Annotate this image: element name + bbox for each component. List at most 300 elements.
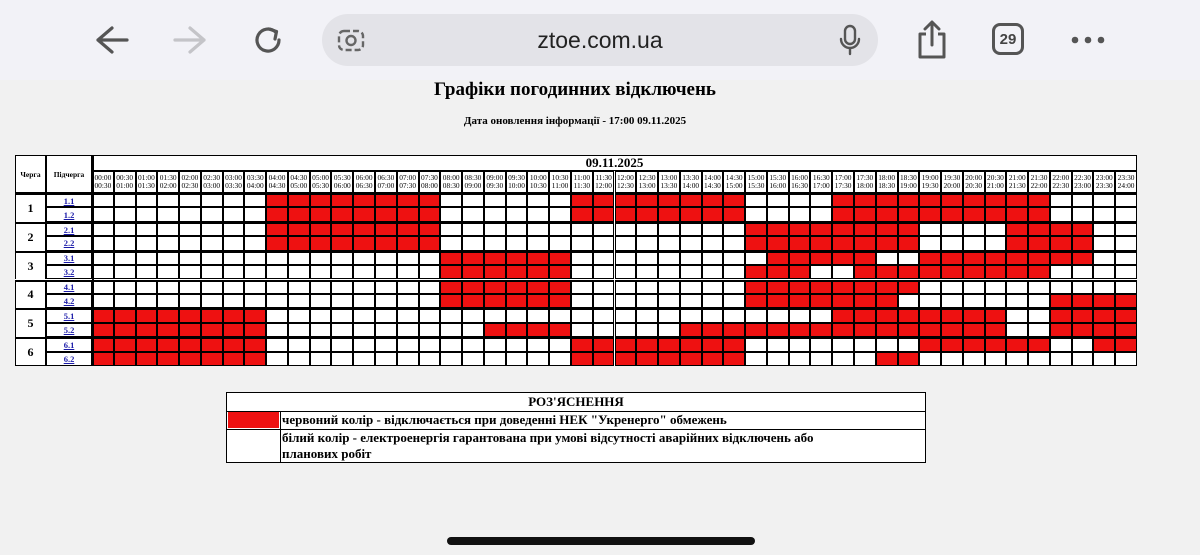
power-cell	[527, 308, 549, 322]
power-cell	[1050, 207, 1072, 221]
power-cell	[963, 280, 985, 294]
power-cell	[876, 337, 898, 351]
power-cell	[462, 337, 484, 351]
outage-cell	[1072, 323, 1094, 337]
outage-cell	[179, 323, 201, 337]
time-slot-start: 11:00	[573, 173, 591, 182]
power-cell	[179, 193, 201, 207]
outage-cell	[92, 352, 114, 366]
power-cell	[985, 294, 1007, 308]
outage-cell	[615, 207, 637, 221]
power-cell	[1028, 280, 1050, 294]
power-cell	[484, 352, 506, 366]
outage-cell	[1006, 251, 1028, 265]
outage-cell	[789, 222, 811, 236]
reload-button[interactable]	[248, 14, 288, 66]
outage-cell	[876, 323, 898, 337]
power-cell	[223, 280, 245, 294]
power-cell	[136, 236, 158, 250]
outage-cell	[723, 323, 745, 337]
time-slot-end: 09:00	[464, 181, 482, 190]
power-cell	[549, 337, 571, 351]
update-date-text: Дата оновлення інформації - 17:00 09.11.2025	[463, 115, 687, 127]
power-cell	[1050, 193, 1072, 207]
time-slot-end: 20:00	[943, 181, 961, 190]
outage-cell	[615, 193, 637, 207]
power-cell	[201, 207, 223, 221]
url-text[interactable]: ztoe.com.ua	[537, 27, 663, 53]
outage-cell	[767, 236, 789, 250]
power-cell	[484, 337, 506, 351]
outage-cell	[898, 280, 920, 294]
legend-swatch-white	[228, 431, 279, 461]
time-slot-end: 08:00	[421, 181, 438, 190]
power-cell	[549, 352, 571, 366]
power-cell	[288, 323, 310, 337]
time-slot-header	[157, 171, 179, 193]
outage-cell	[1072, 308, 1094, 322]
power-cell	[353, 308, 375, 322]
outage-cell	[201, 352, 223, 366]
power-cell	[658, 280, 680, 294]
power-cell	[1115, 265, 1137, 279]
time-slot-start: 12:00	[616, 173, 634, 182]
time-slot-start: 17:00	[834, 173, 852, 182]
time-slot-header	[419, 171, 441, 193]
power-cell	[179, 207, 201, 221]
subqueue-link[interactable]: 5.1	[46, 308, 92, 322]
outage-cell	[1028, 193, 1050, 207]
power-cell	[375, 251, 397, 265]
power-cell	[506, 193, 528, 207]
time-slot-start: 01:30	[159, 173, 177, 182]
time-slot-end: 05:00	[290, 181, 308, 190]
power-cell	[375, 294, 397, 308]
column-separator	[92, 155, 94, 366]
power-cell	[114, 294, 136, 308]
power-cell	[527, 222, 549, 236]
outage-cell	[419, 193, 441, 207]
power-cell	[527, 352, 549, 366]
power-cell	[244, 222, 266, 236]
time-slot-end: 14:30	[704, 181, 721, 190]
time-slot-end: 11:00	[551, 181, 569, 190]
outage-cell	[506, 323, 528, 337]
outage-cell	[1050, 308, 1072, 322]
time-slot-header	[745, 171, 767, 193]
subqueue-link[interactable]: 3.2	[46, 265, 92, 279]
outage-cell	[440, 265, 462, 279]
outage-cell	[680, 323, 702, 337]
power-cell	[593, 323, 615, 337]
power-cell	[92, 236, 114, 250]
time-slot-start: 20:30	[987, 173, 1004, 182]
power-cell	[114, 265, 136, 279]
subqueue-link[interactable]: 2.2	[46, 236, 92, 250]
power-cell	[331, 294, 353, 308]
power-cell	[571, 265, 593, 279]
time-slot-header	[331, 171, 353, 193]
power-cell	[571, 236, 593, 250]
time-slot-header	[1050, 171, 1072, 193]
time-slot-start: 07:00	[399, 173, 417, 182]
power-cell	[549, 207, 571, 221]
outage-cell	[310, 222, 332, 236]
power-cell	[985, 222, 1007, 236]
outage-cell	[549, 294, 571, 308]
power-cell	[331, 265, 353, 279]
outage-cell	[702, 352, 724, 366]
time-slot-start: 15:00	[747, 173, 765, 182]
time-slot-start: 08:00	[442, 173, 460, 182]
power-cell	[723, 251, 745, 265]
power-cell	[157, 193, 179, 207]
power-cell	[440, 308, 462, 322]
time-slot-start: 10:00	[529, 173, 547, 182]
arrow-left-icon	[94, 25, 130, 55]
outage-cell	[1072, 251, 1094, 265]
outage-cell	[854, 308, 876, 322]
outage-cell	[136, 323, 158, 337]
power-cell	[136, 222, 158, 236]
time-slot-end: 16:30	[791, 181, 808, 190]
outage-cell	[1093, 294, 1115, 308]
outage-cell	[92, 308, 114, 322]
power-cell	[593, 294, 615, 308]
power-cell	[702, 265, 724, 279]
outage-cell	[680, 193, 702, 207]
outage-cell	[353, 193, 375, 207]
power-cell	[702, 308, 724, 322]
power-cell	[419, 251, 441, 265]
power-cell	[789, 337, 811, 351]
power-cell	[549, 193, 571, 207]
time-slot-header	[702, 171, 724, 193]
power-cell	[266, 308, 288, 322]
subqueue-link[interactable]: 3.1	[46, 251, 92, 265]
outage-cell	[636, 207, 658, 221]
time-slot-start: 22:30	[1074, 173, 1091, 182]
time-slot-header	[1006, 171, 1028, 193]
outage-cell	[1072, 294, 1094, 308]
outage-cell	[876, 280, 898, 294]
power-cell	[223, 294, 245, 308]
time-slot-start: 05:00	[312, 173, 329, 182]
outage-cell	[331, 193, 353, 207]
time-slot-header	[919, 171, 941, 193]
power-cell	[462, 323, 484, 337]
outage-cell	[767, 222, 789, 236]
power-cell	[288, 280, 310, 294]
power-cell	[615, 236, 637, 250]
power-cell	[266, 294, 288, 308]
share-button[interactable]	[912, 14, 952, 66]
outage-cell	[527, 294, 549, 308]
power-cell	[767, 337, 789, 351]
outage-cell	[898, 236, 920, 250]
time-slot-start: 14:30	[725, 173, 743, 182]
time-slot-start: 01:00	[137, 173, 155, 182]
power-cell	[723, 294, 745, 308]
outage-cell	[244, 352, 266, 366]
power-cell	[157, 265, 179, 279]
address-bar[interactable]	[322, 14, 878, 66]
power-cell	[136, 294, 158, 308]
outage-cell	[201, 323, 223, 337]
queue-label: 1	[15, 193, 46, 222]
power-cell	[789, 207, 811, 221]
outage-cell	[832, 222, 854, 236]
time-slot-end: 06:30	[355, 181, 373, 190]
outage-cell	[723, 207, 745, 221]
power-cell	[1072, 337, 1094, 351]
power-cell	[745, 337, 767, 351]
time-slot-header	[985, 171, 1007, 193]
time-slot-end: 22:00	[1030, 181, 1048, 190]
forward-button[interactable]	[170, 14, 210, 66]
power-cell	[615, 251, 637, 265]
subqueue-link[interactable]: 1.2	[46, 207, 92, 221]
outage-cell	[1093, 337, 1115, 351]
time-slot-end: 01:30	[137, 181, 155, 190]
time-slot-header	[375, 171, 397, 193]
power-cell	[1028, 294, 1050, 308]
subqueue-link[interactable]: 2.1	[46, 222, 92, 236]
power-cell	[680, 265, 702, 279]
power-cell	[506, 222, 528, 236]
back-button[interactable]	[92, 14, 132, 66]
power-cell	[615, 280, 637, 294]
outage-cell	[723, 193, 745, 207]
power-cell	[702, 236, 724, 250]
power-cell	[244, 294, 266, 308]
power-cell	[353, 251, 375, 265]
reload-icon	[250, 22, 286, 58]
time-slot-start: 00:30	[116, 173, 134, 182]
power-cell	[636, 222, 658, 236]
outage-cell	[789, 236, 811, 250]
outage-cell	[114, 308, 136, 322]
time-slot-end: 04:00	[246, 181, 264, 190]
power-cell	[1093, 207, 1115, 221]
power-cell	[157, 294, 179, 308]
outage-cell	[1115, 323, 1137, 337]
power-cell	[527, 337, 549, 351]
browser-toolbar	[0, 0, 1200, 80]
power-cell	[963, 236, 985, 250]
time-slot-header	[1028, 171, 1050, 193]
outage-cell	[1050, 294, 1072, 308]
time-slot-start: 15:30	[769, 173, 787, 182]
power-cell	[1072, 193, 1094, 207]
time-slot-header	[244, 171, 266, 193]
power-cell	[244, 193, 266, 207]
outage-cell	[789, 294, 811, 308]
outage-cell	[963, 251, 985, 265]
outage-cell	[462, 265, 484, 279]
time-slot-start: 16:00	[791, 173, 808, 182]
power-cell	[179, 294, 201, 308]
power-cell	[636, 294, 658, 308]
subqueue-link[interactable]: 5.2	[46, 323, 92, 337]
outage-cell	[1028, 265, 1050, 279]
time-slot-start: 07:30	[421, 173, 438, 182]
outage-cell	[375, 236, 397, 250]
power-cell	[702, 251, 724, 265]
power-cell	[810, 308, 832, 322]
power-cell	[92, 193, 114, 207]
time-slot-start: 11:30	[595, 173, 612, 182]
power-cell	[745, 308, 767, 322]
subqueue-link[interactable]: 1.1	[46, 193, 92, 207]
power-cell	[810, 207, 832, 221]
time-slot-start: 16:30	[812, 173, 830, 182]
power-cell	[484, 222, 506, 236]
power-cell	[1006, 323, 1028, 337]
subqueue-link[interactable]: 6.2	[46, 352, 92, 366]
outage-cell	[266, 222, 288, 236]
time-slot-header	[310, 171, 332, 193]
outage-cell	[963, 337, 985, 351]
queue-label: 4	[15, 280, 46, 309]
outage-cell	[419, 207, 441, 221]
time-slot-end: 23:30	[1095, 181, 1113, 190]
power-cell	[680, 236, 702, 250]
power-cell	[288, 352, 310, 366]
outage-cell	[680, 337, 702, 351]
outage-cell	[832, 251, 854, 265]
outage-cell	[397, 193, 419, 207]
power-cell	[767, 207, 789, 221]
outage-cell	[745, 294, 767, 308]
outage-cell	[789, 323, 811, 337]
time-slot-start: 06:30	[377, 173, 395, 182]
outage-cell	[876, 193, 898, 207]
microphone-icon	[838, 24, 862, 56]
power-cell	[375, 308, 397, 322]
power-cell	[832, 337, 854, 351]
power-cell	[353, 337, 375, 351]
power-cell	[353, 280, 375, 294]
outage-cell	[1050, 323, 1072, 337]
power-cell	[179, 236, 201, 250]
outage-cell	[810, 294, 832, 308]
power-cell	[157, 251, 179, 265]
power-cell	[288, 337, 310, 351]
time-slot-header	[1093, 171, 1115, 193]
time-slot-end: 06:00	[333, 181, 351, 190]
tab-count-button[interactable]: 29	[992, 23, 1024, 55]
power-cell	[331, 308, 353, 322]
power-cell	[419, 337, 441, 351]
outage-cell	[615, 352, 637, 366]
power-cell	[92, 207, 114, 221]
power-cell	[810, 337, 832, 351]
outage-cell	[963, 207, 985, 221]
power-cell	[288, 294, 310, 308]
time-slot-start: 19:00	[921, 173, 939, 182]
more-button[interactable]	[1066, 14, 1110, 66]
power-cell	[310, 294, 332, 308]
outage-cell	[223, 352, 245, 366]
power-cell	[266, 323, 288, 337]
outage-cell	[506, 280, 528, 294]
outage-cell	[854, 222, 876, 236]
power-cell	[136, 193, 158, 207]
subqueue-link[interactable]: 4.1	[46, 280, 92, 294]
outage-cell	[506, 251, 528, 265]
power-cell	[571, 251, 593, 265]
outage-cell	[898, 308, 920, 322]
outage-cell	[789, 280, 811, 294]
time-slot-end: 03:30	[225, 181, 242, 190]
time-slot-end: 18:00	[856, 181, 874, 190]
power-cell	[1093, 251, 1115, 265]
time-slot-start: 03:30	[246, 173, 264, 182]
power-cell	[745, 193, 767, 207]
time-slot-start: 22:00	[1052, 173, 1070, 182]
power-cell	[615, 308, 637, 322]
power-cell	[680, 294, 702, 308]
subqueue-link[interactable]: 4.2	[46, 294, 92, 308]
outage-cell	[440, 251, 462, 265]
queue-label: 3	[15, 251, 46, 280]
legend-divider	[280, 412, 281, 462]
power-cell	[114, 193, 136, 207]
outage-cell	[854, 207, 876, 221]
power-cell	[636, 236, 658, 250]
power-cell	[266, 280, 288, 294]
arrow-right-icon	[172, 25, 208, 55]
power-cell	[288, 265, 310, 279]
outage-cell	[941, 251, 963, 265]
power-cell	[484, 207, 506, 221]
time-slot-header	[680, 171, 702, 193]
outage-cell	[702, 207, 724, 221]
outage-cell	[1050, 251, 1072, 265]
time-slot-start: 02:00	[181, 173, 199, 182]
time-slot-end: 12:30	[616, 181, 634, 190]
power-cell	[636, 323, 658, 337]
power-cell	[1072, 265, 1094, 279]
outage-cell	[527, 280, 549, 294]
time-slot-start: 06:00	[355, 173, 373, 182]
outage-cell	[832, 280, 854, 294]
voice-search-button[interactable]	[835, 24, 865, 56]
power-cell	[375, 337, 397, 351]
outage-cell	[157, 352, 179, 366]
outage-cell	[963, 193, 985, 207]
power-cell	[92, 280, 114, 294]
outage-cell	[898, 323, 920, 337]
power-cell	[223, 251, 245, 265]
power-cell	[310, 265, 332, 279]
power-cell	[1093, 193, 1115, 207]
outage-cell	[919, 207, 941, 221]
outage-cell	[1028, 251, 1050, 265]
power-cell	[310, 337, 332, 351]
power-cell	[244, 207, 266, 221]
outage-cell	[484, 280, 506, 294]
time-slot-end: 10:30	[529, 181, 547, 190]
power-cell	[440, 337, 462, 351]
share-icon	[915, 20, 949, 60]
time-slot-start: 09:30	[508, 173, 525, 182]
outage-cell	[440, 280, 462, 294]
outage-cell	[658, 352, 680, 366]
power-cell	[397, 352, 419, 366]
subqueue-link[interactable]: 6.1	[46, 337, 92, 351]
